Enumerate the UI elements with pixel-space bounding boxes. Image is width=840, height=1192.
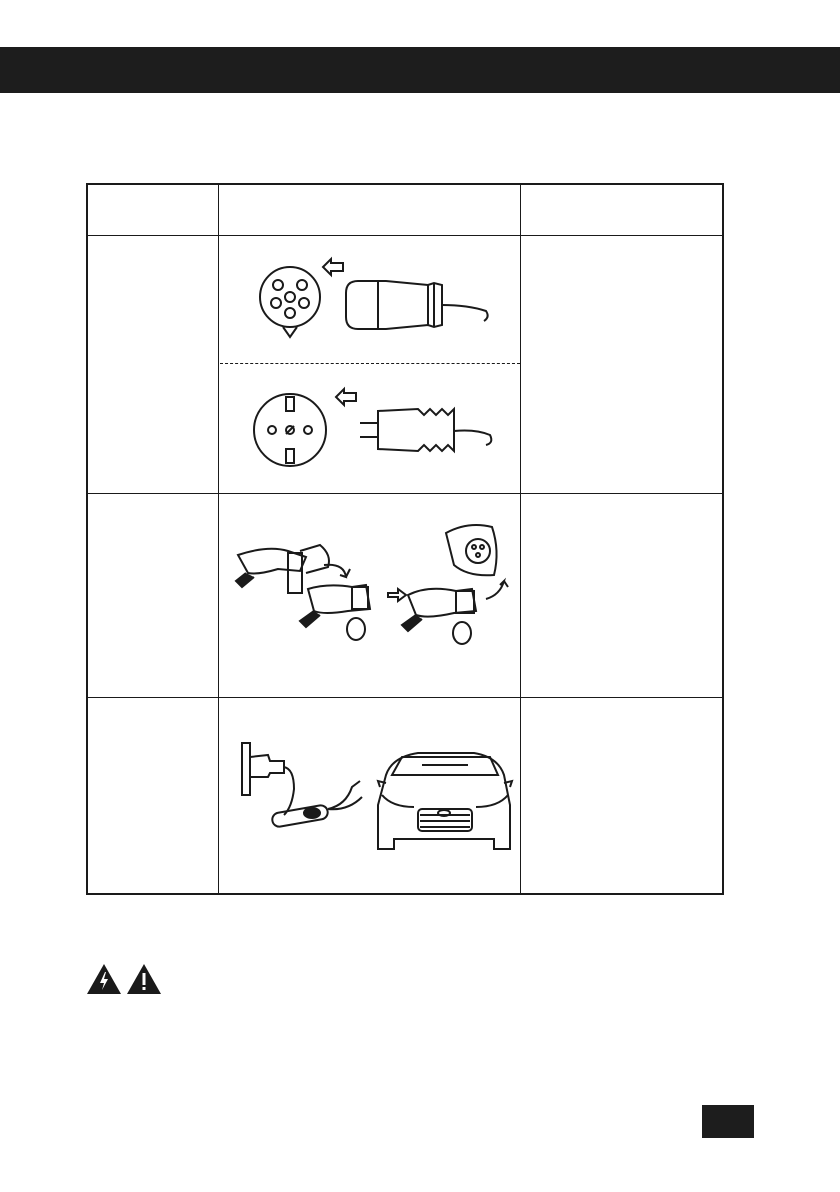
column-divider bbox=[520, 185, 521, 893]
header-row-divider bbox=[88, 235, 722, 236]
industrial-socket-plug-illustration bbox=[228, 245, 518, 355]
steps-table bbox=[86, 183, 724, 895]
column-divider bbox=[218, 185, 219, 893]
header-bar bbox=[0, 47, 840, 93]
row-divider bbox=[88, 697, 722, 698]
car-charging-illustration bbox=[228, 725, 518, 865]
electric-shock-warning-icon bbox=[86, 962, 122, 1001]
row-divider bbox=[88, 493, 722, 494]
illustration-divider bbox=[220, 363, 520, 364]
schuko-socket-plug-illustration bbox=[228, 375, 518, 485]
page-number-box bbox=[702, 1105, 754, 1138]
general-warning-icon bbox=[126, 962, 162, 1001]
vehicle-connector-illustration bbox=[228, 515, 518, 655]
